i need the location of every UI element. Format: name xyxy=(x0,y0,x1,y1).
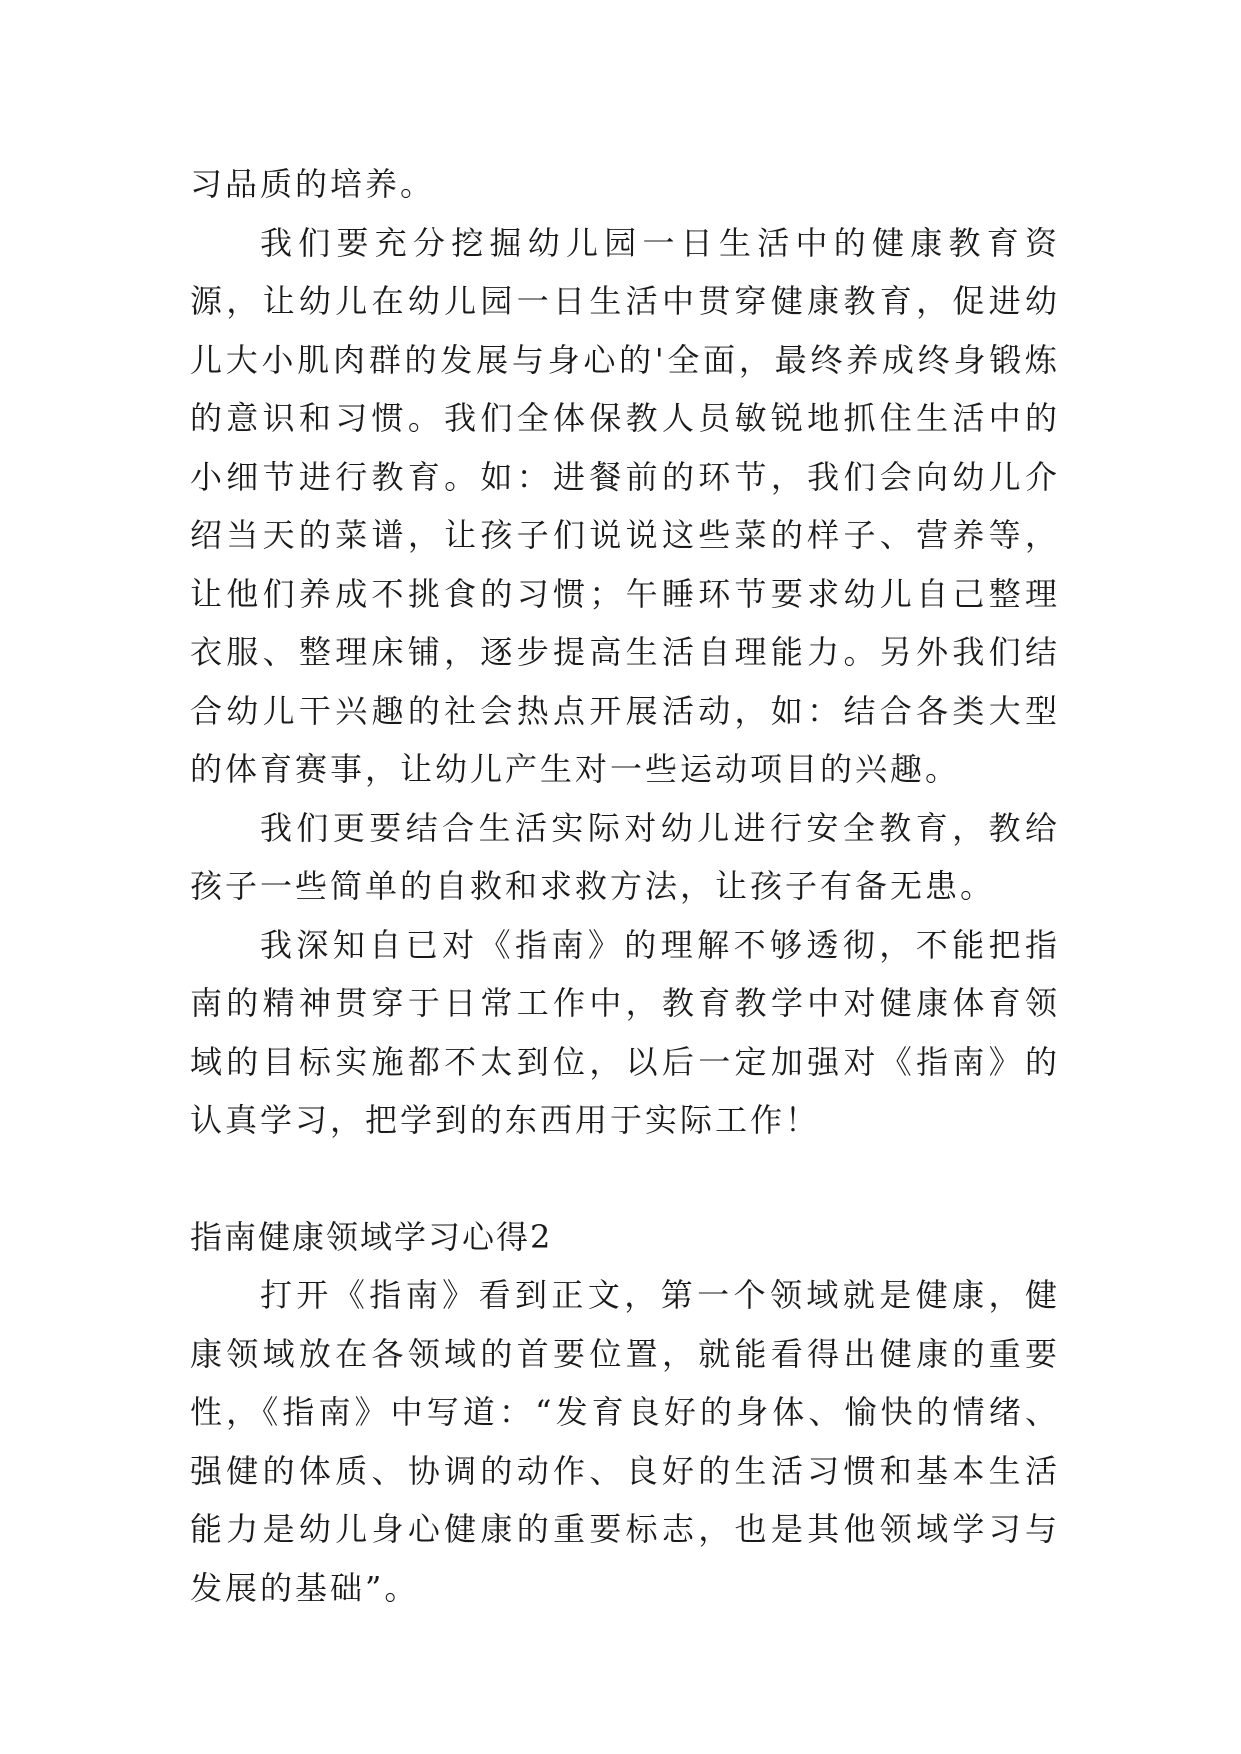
paragraph-continuation: 习品质的培养。 xyxy=(190,165,436,203)
paragraph-health-resources: 我们要充分挖掘幼儿园一日生活中的健康教育资源，让幼儿在幼儿园一日生活中贯穿健康教育，促进幼儿大小肌肉群的发展与身心的'全面，最终养成终身锻炼的意识和习惯。我们全体保教人员敏锐地抓住生活中的小细节进行教育。如：进餐前的环节，我们会向幼儿介绍当天的菜谱，让孩子们说说这些菜的样子、营养等，让他们养成不挑食的习惯；午睡环节要求幼儿自己整理衣服、整理床铺，逐步提高生活自理能力。另外我们结合幼儿干兴趣的社会热点开展活动，如：结合各类大型的体育赛事，让幼儿产生对一些运动项目的兴趣。 xyxy=(190,223,1060,788)
paragraph-self-reflection: 我深知自已对《指南》的理解不够透彻，不能把指南的精神贯穿于日常工作中，教育教学中对健康体育领域的目标实施都不太到位，以后一定加强对《指南》的认真学习，把学到的东西用于实际工作！ xyxy=(190,925,1060,1139)
paragraph-guide-introduction: 打开《指南》看到正文，第一个领域就是健康，健康领域放在各领域的首要位置，就能看得出健康的重要性，《指南》中写道：“发育良好的身体、愉快的情绪、强健的体质、协调的动作、良好的生活习惯和基本生活能力是幼儿身心健康的重要标志，也是其他领域学习与发展的基础”。 xyxy=(190,1276,1060,1607)
document-body xyxy=(190,155,1060,1617)
paragraph-safety-education: 我们更要结合生活实际对幼儿进行安全教育，教给孩子一些简单的自救和求救方法，让孩子有备无患。 xyxy=(190,808,1060,905)
section-heading: 指南健康领域学习心得2 xyxy=(190,1217,553,1256)
